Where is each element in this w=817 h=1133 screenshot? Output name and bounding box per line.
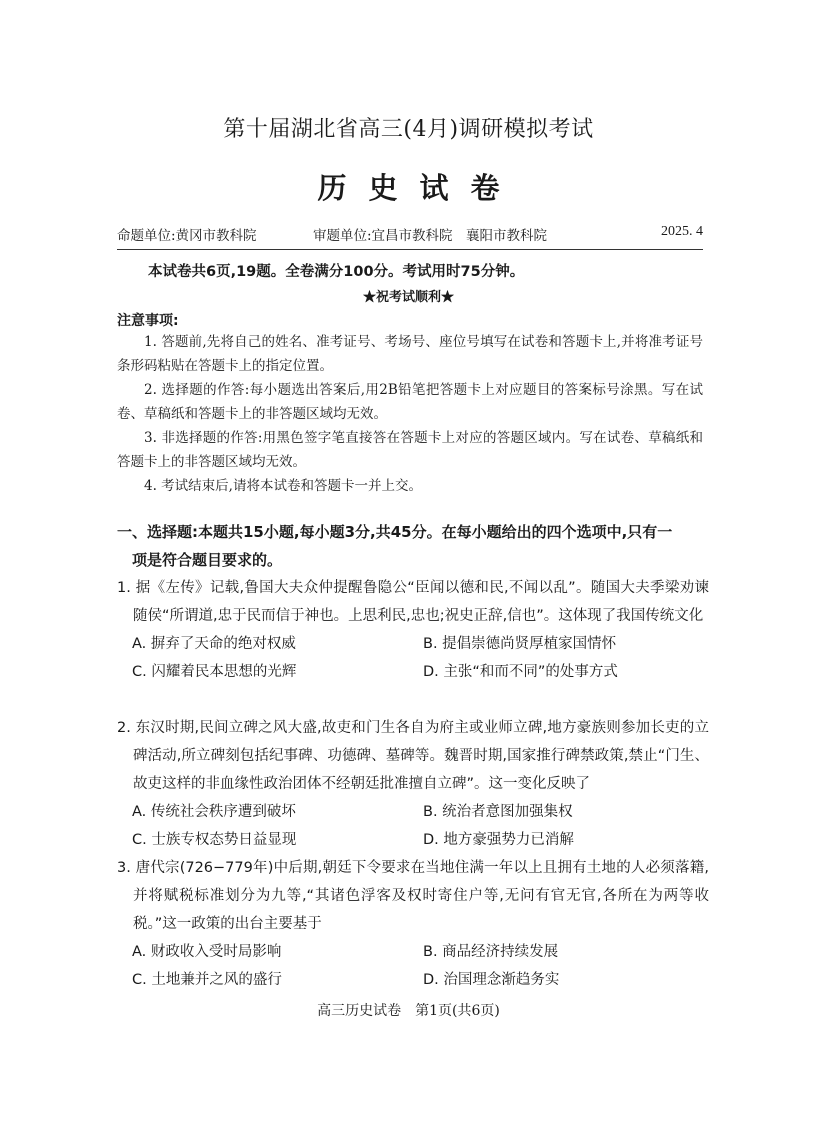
notes-heading: 注意事项: <box>117 313 179 329</box>
note-item: 1. 答题前,先将自己的姓名、准考证号、考场号、座位号填写在试卷和答题卡上,并将准考证号条形码粘贴在答题卡上的指定位置。 <box>117 334 703 374</box>
question-stem: 2. 东汉时期,民间立碑之风大盛,故吏和门生各自为府主或业师立碑,地方豪族则参加长吏的立碑活动,所立碑刻包括纪事碑、功德碑、墓碑等。魏晋时期,国家推行碑禁政策,禁止“门生、故吏这样的非血缘性政治团体不经朝廷批准擅自立碑”。这一变化反映了 <box>117 720 709 792</box>
question-stem: 1. 据《左传》记载,鲁国大夫众仲提醒鲁隐公“臣闻以德和民,不闻以乱”。随国大夫季梁劝谏随侯“所谓道,忠于民而信于神也。上思利民,忠也;祝史正辞,信也”。这体现了我国传统文化 <box>117 580 709 624</box>
question-2 <box>117 714 709 854</box>
question-options <box>117 938 709 994</box>
option-c: C. 土地兼并之风的盛行 <box>132 972 282 988</box>
question-options <box>117 798 709 854</box>
option-a: A. 摒弃了天命的绝对权威 <box>132 636 296 652</box>
option-d: D. 治国理念渐趋务实 <box>423 972 560 988</box>
section-heading-line-1: 一、选择题:本题共15小题,每小题3分,共45分。在每小题给出的四个选项中,只有一 <box>117 523 673 541</box>
question-3 <box>117 854 709 994</box>
section-heading <box>117 518 717 574</box>
option-d: D. 主张“和而不同”的处事方式 <box>423 664 618 680</box>
exam-date: 2025. 4 <box>661 224 703 239</box>
option-c: C. 闪耀着民本思想的光辉 <box>132 664 297 680</box>
note-item: 4. 考试结束后,请将本试卷和答题卡一并上交。 <box>144 478 422 494</box>
header-divider <box>117 249 703 250</box>
question-options <box>117 630 709 686</box>
page-footer: 高三历史试卷 第1页(共6页) <box>317 1003 500 1019</box>
question-stem: 3. 唐代宗(726−779年)中后期,朝廷下令要求在当地住满一年以上且拥有土地的人必须落籍,并将赋税标准划分为九等,“其诸色浮客及权时寄住户等,无问有官无官,各所在为两等收税。”这一政策的出台主要基于 <box>117 860 709 932</box>
exam-subject-title: 历史试卷 <box>317 171 522 205</box>
good-luck-banner: ★祝考试顺利★ <box>362 290 454 305</box>
exam-series-title: 第十届湖北省高三(4月)调研模拟考试 <box>223 117 594 142</box>
section-heading-line-2: 项是符合题目要求的。 <box>132 551 283 569</box>
option-b: B. 统治者意图加强集权 <box>423 804 573 820</box>
author-unit: 命题单位:黄冈市教科院 <box>117 228 257 244</box>
note-item: 2. 选择题的作答:每小题选出答案后,用2B铅笔把答题卡上对应题目的答案标号涂黑。写在试卷、草稿纸和答题卡上的非答题区域均无效。 <box>117 382 703 422</box>
option-b: B. 商品经济持续发展 <box>423 944 559 960</box>
exam-info: 本试卷共6页,19题。全卷满分100分。考试用时75分钟。 <box>148 264 525 280</box>
note-item: 3. 非选择题的作答:用黑色签字笔直接答在答题卡上对应的答题区域内。写在试卷、草稿纸和答题卡上的非答题区域均无效。 <box>117 430 703 470</box>
option-c: C. 士族专权态势日益显现 <box>132 832 297 848</box>
review-unit: 审题单位:宜昌市教科院 襄阳市教科院 <box>313 228 548 244</box>
option-b: B. 提倡崇德尚贤厚植家国情怀 <box>423 636 617 652</box>
option-a: A. 财政收入受时局影响 <box>132 944 282 960</box>
option-d: D. 地方豪强势力已消解 <box>423 832 574 848</box>
option-a: A. 传统社会秩序遭到破坏 <box>132 804 296 820</box>
question-1 <box>117 574 709 686</box>
